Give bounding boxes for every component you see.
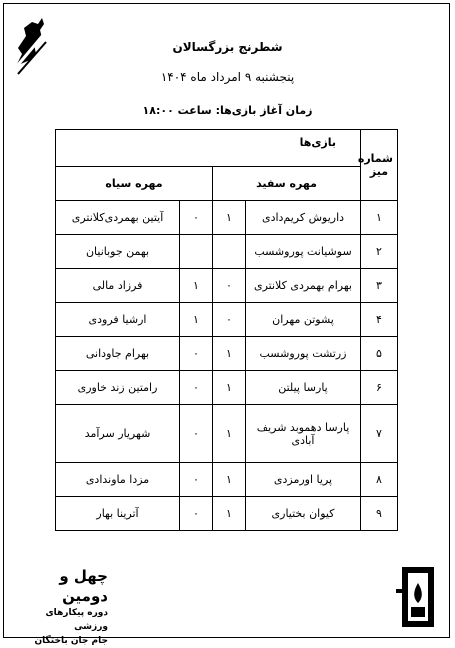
table-number: ۳ bbox=[361, 269, 398, 303]
black-pieces-header: مهره سیاه bbox=[56, 167, 213, 201]
white-score: ۱ bbox=[213, 337, 246, 371]
brand-title: چهل و دومین bbox=[59, 567, 108, 605]
black-player-name: فرزاد مالی bbox=[56, 269, 180, 303]
table-row bbox=[56, 269, 398, 303]
white-player-name: بهرام بهمردی کلانتری bbox=[246, 269, 361, 303]
black-player-name: شهریار سرآمد bbox=[56, 405, 180, 463]
table-row bbox=[56, 497, 398, 531]
table-number: ۲ bbox=[361, 235, 398, 269]
table-row bbox=[56, 463, 398, 497]
table-number: ۴ bbox=[361, 303, 398, 337]
memorial-flame-logo-icon bbox=[396, 563, 440, 629]
black-score: ۰ bbox=[180, 337, 213, 371]
event-brand bbox=[18, 566, 108, 648]
white-player-name: پارسا پیلتن bbox=[246, 371, 361, 405]
white-score: ۱ bbox=[213, 405, 246, 463]
white-score: ۰ bbox=[213, 303, 246, 337]
table-row bbox=[56, 337, 398, 371]
black-player-name: بهرام جاودانی bbox=[56, 337, 180, 371]
white-score: ۱ bbox=[213, 463, 246, 497]
table-number: ۹ bbox=[361, 497, 398, 531]
event-date: پنجشنبه ۹ امرداد ماه ۱۴۰۴ bbox=[160, 70, 295, 84]
black-player-name: آترینا بهار bbox=[56, 497, 180, 531]
table-number: ۷ bbox=[361, 405, 398, 463]
white-score bbox=[213, 235, 246, 269]
table-row bbox=[56, 201, 398, 235]
black-score: ۱ bbox=[180, 303, 213, 337]
games-header: بازی‌ها bbox=[56, 130, 361, 167]
black-player-name: آیتین بهمردی‌کلانتری bbox=[56, 201, 180, 235]
white-player-name: پشوتن مهران bbox=[246, 303, 361, 337]
white-player-name: زرتشت پوروشسب bbox=[246, 337, 361, 371]
brand-line-2: جام جان باختگان bbox=[34, 636, 108, 646]
white-player-name: سوشیانت پوروشسب bbox=[246, 235, 361, 269]
black-score: ۰ bbox=[180, 405, 213, 463]
table-row bbox=[56, 303, 398, 337]
page-title: شطرنج بزرگسالان bbox=[172, 40, 283, 54]
white-player-name: پارسا دهموبد شریف آبادی bbox=[246, 405, 361, 463]
white-score: ۰ bbox=[213, 269, 246, 303]
table-number: ۱ bbox=[361, 201, 398, 235]
black-score: ۰ bbox=[180, 497, 213, 531]
table-number: ۵ bbox=[361, 337, 398, 371]
white-score: ۱ bbox=[213, 201, 246, 235]
black-score: ۰ bbox=[180, 463, 213, 497]
white-pieces-header: مهره سفید bbox=[213, 167, 361, 201]
black-score: ۰ bbox=[180, 371, 213, 405]
board-number-header: شماره میز bbox=[361, 130, 398, 201]
black-player-name: بهمن جوبانیان bbox=[56, 235, 180, 269]
table-number: ۶ bbox=[361, 371, 398, 405]
black-player-name: مزدا ماوندادی bbox=[56, 463, 180, 497]
black-score: ۱ bbox=[180, 269, 213, 303]
black-score bbox=[180, 235, 213, 269]
white-score: ۱ bbox=[213, 497, 246, 531]
white-score: ۱ bbox=[213, 371, 246, 405]
black-score: ۰ bbox=[180, 201, 213, 235]
white-player-name: داریوش کریم‌دادی bbox=[246, 201, 361, 235]
table-row bbox=[56, 235, 398, 269]
black-player-name: رامتین زند خاوری bbox=[56, 371, 180, 405]
brand-line-1: دوره پیکارهای ورزشی bbox=[45, 608, 108, 632]
table-row bbox=[56, 371, 398, 405]
start-time: زمان آغاز بازی‌ها: ساعت ۱۸:۰۰ bbox=[142, 104, 313, 117]
table-number: ۸ bbox=[361, 463, 398, 497]
pairings-table bbox=[55, 129, 398, 531]
white-player-name: پریا اورمزدی bbox=[246, 463, 361, 497]
white-player-name: کیوان بختیاری bbox=[246, 497, 361, 531]
table-row bbox=[56, 405, 398, 463]
black-player-name: ارشیا فرودی bbox=[56, 303, 180, 337]
